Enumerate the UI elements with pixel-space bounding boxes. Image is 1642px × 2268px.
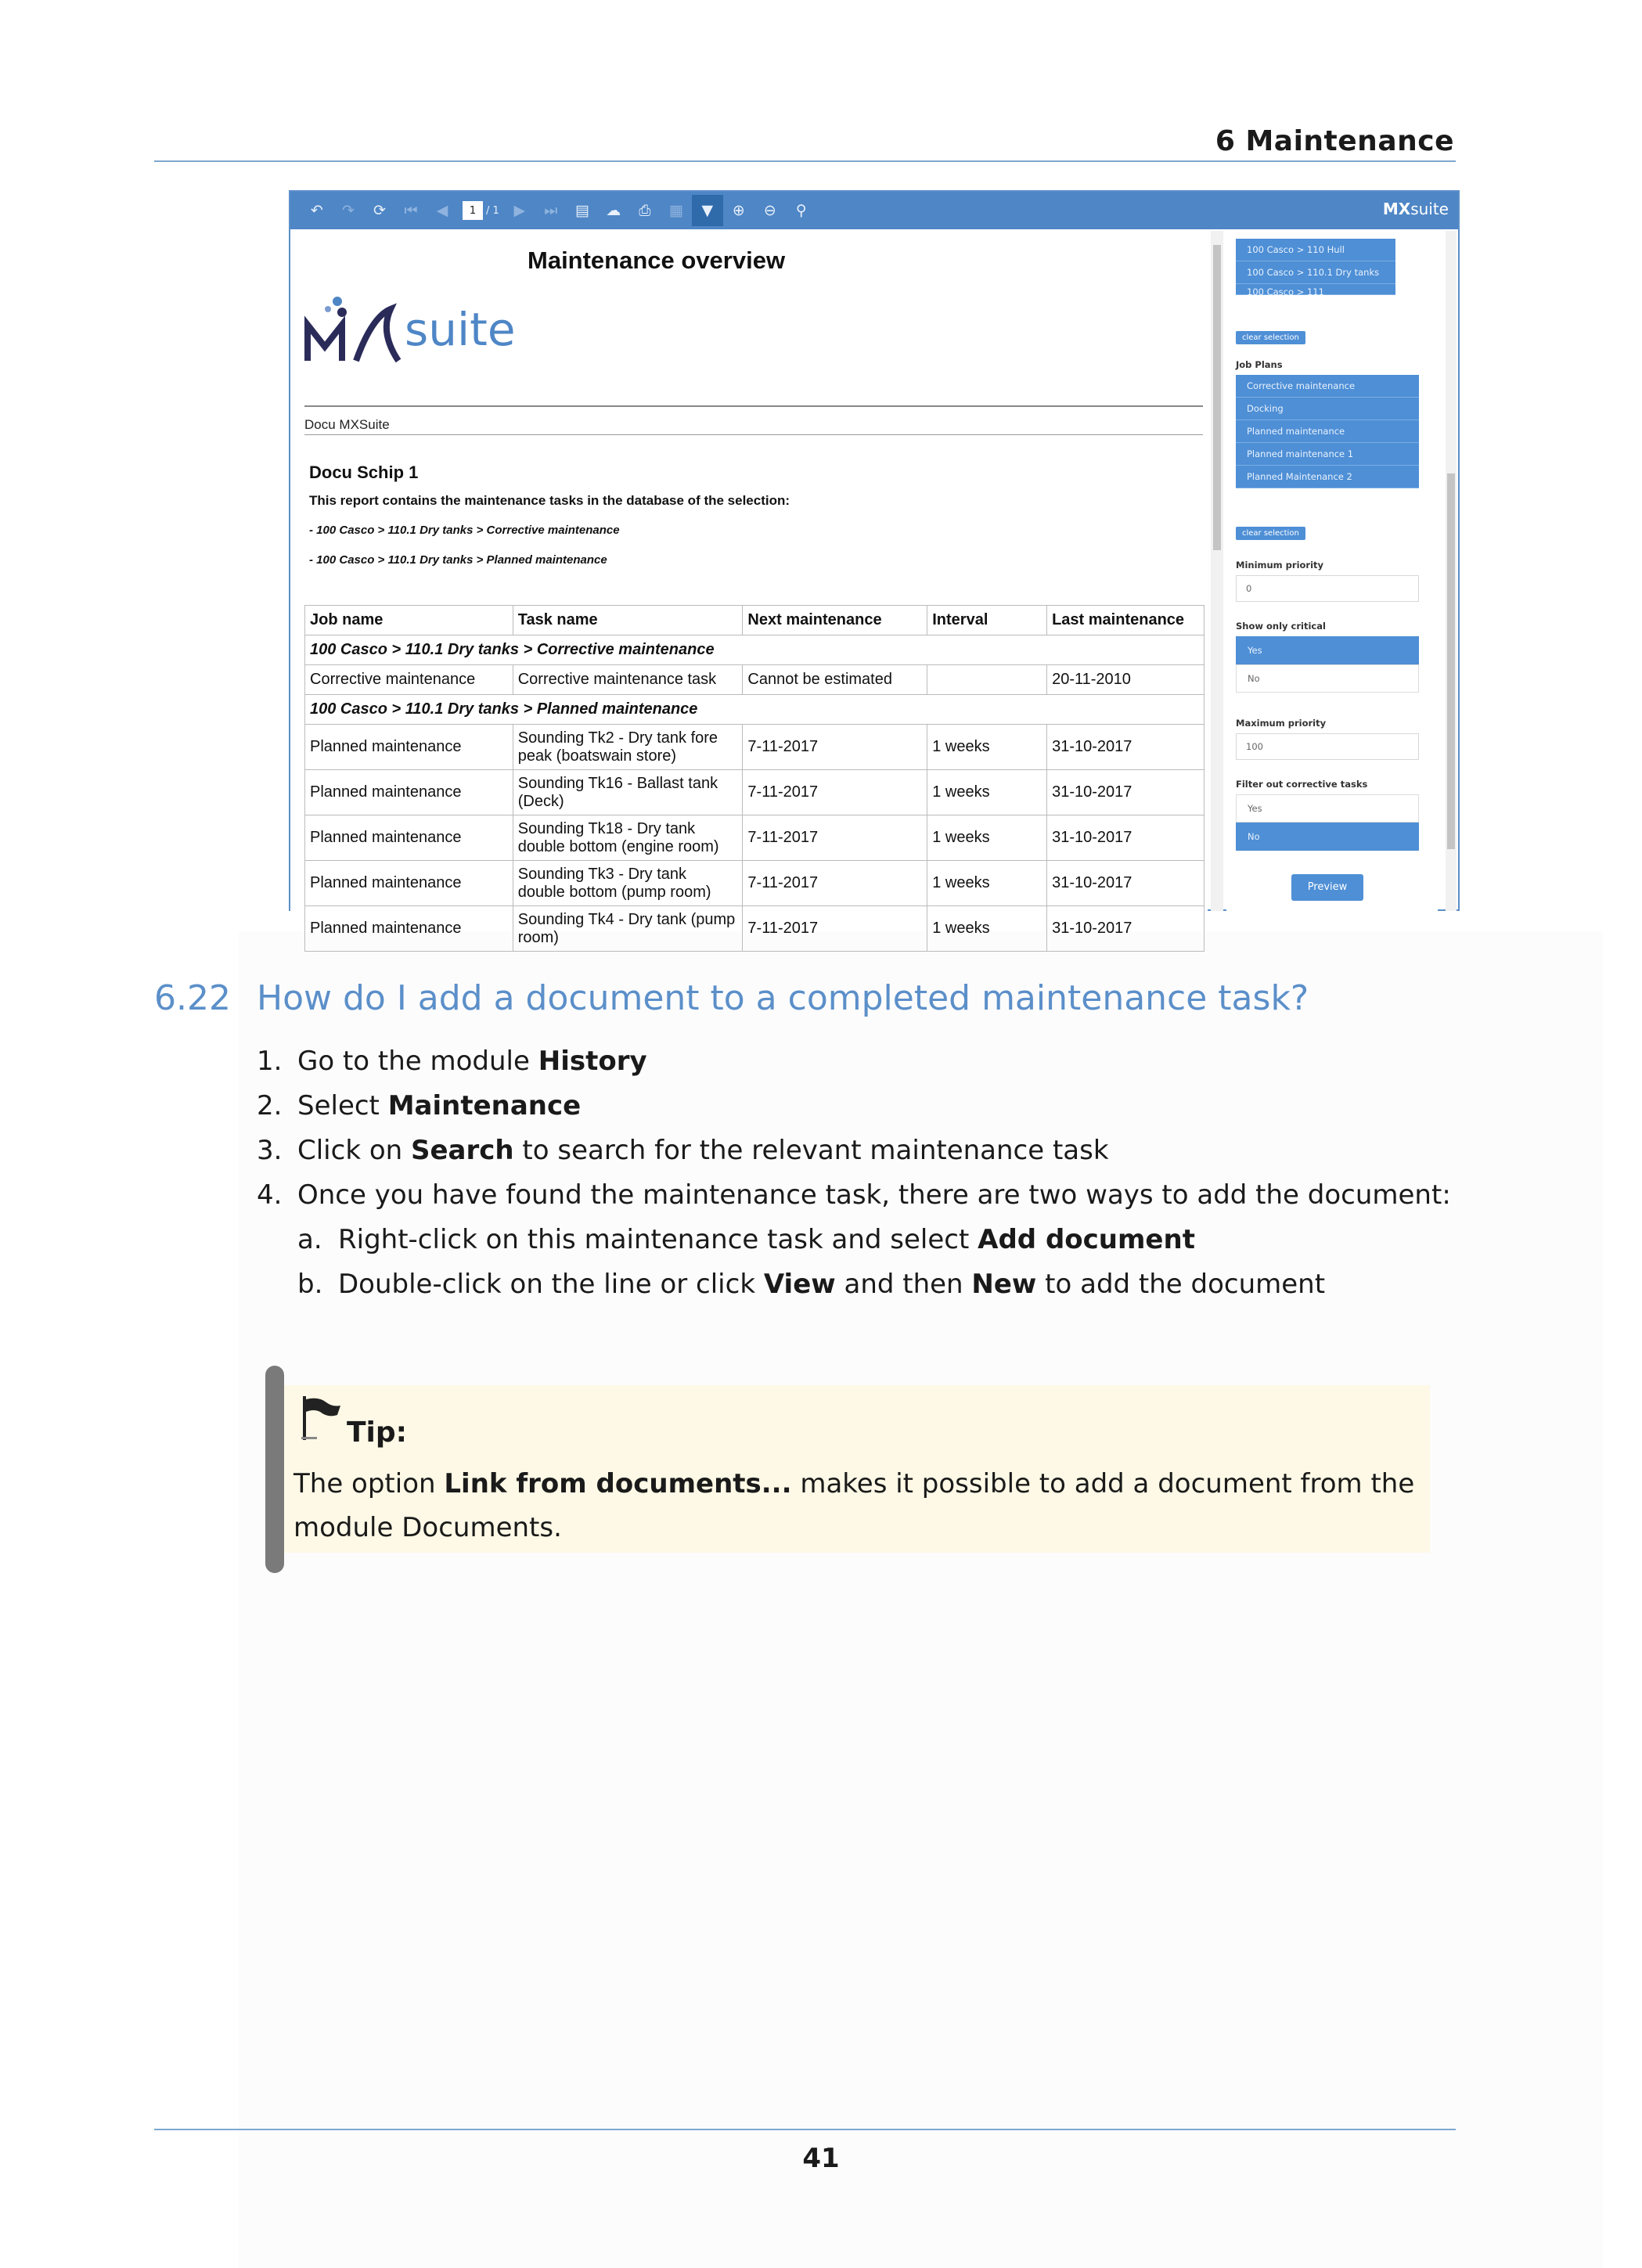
cell-task-name: Sounding Tk16 - Ballast tank (Deck) [513,770,743,815]
footer-rule [154,2129,1456,2130]
column-header: Interval [927,606,1047,635]
cell-last-maintenance: 31-10-2017 [1047,770,1204,815]
report-description: This report contains the maintenance tasks in the database of the selection: [309,493,790,508]
zoom-in-icon[interactable]: ⊕ [732,202,745,219]
option-no[interactable]: No [1236,823,1419,851]
job-plan-item[interactable]: Planned maintenance [1236,420,1419,443]
undo-icon[interactable]: ↶ [311,202,323,219]
step-text: Right-click on this maintenance task and select [338,1224,978,1255]
max-priority-input[interactable]: 100 [1236,733,1419,760]
report-rule [304,434,1203,435]
report-company: Docu MXSuite [304,417,390,432]
cell-interval: 1 weeks [927,815,1047,861]
group-title: 100 Casco > 110.1 Dry tanks > Planned maintenance [305,695,1204,725]
cell-next-maintenance: 7-11-2017 [743,861,927,906]
clear-selection-button[interactable]: clear selection [1236,527,1305,540]
cell-task-name: Corrective maintenance task [513,665,743,695]
step-number: 1. [257,1046,283,1077]
tip-text-part: The option [293,1468,445,1499]
app-screenshot [289,190,1460,946]
mxsuite-toolbar-logo: MXsuite [1382,200,1449,218]
report-ship: Docu Schip 1 [309,463,419,482]
cell-interval [927,665,1047,695]
step-number: 4. [257,1179,283,1211]
cell-job-name: Corrective maintenance [305,665,513,695]
cell-next-maintenance: 7-11-2017 [743,725,927,770]
location-item[interactable]: 100 Casco > 111 [1236,284,1395,295]
filter-icon[interactable]: ▼ [692,195,723,226]
cell-job-name: Planned maintenance [305,725,513,770]
page-number: 41 [802,2143,840,2174]
step-text: Click on [297,1135,411,1166]
flag-icon [300,1395,342,1442]
step-text: Once you have found the maintenance task, there are two ways to add the document: [297,1179,1451,1211]
tip-sidebar-bar [265,1366,284,1573]
page-input[interactable]: 1 [463,201,483,220]
tip-text-part: makes it possible to add a document from the module Documents. [293,1468,1415,1543]
tip-box [284,1385,1430,1553]
step-text: Select [297,1090,388,1121]
first-page-icon[interactable]: ⏮ [404,202,418,219]
cell-interval: 1 weeks [927,770,1047,815]
tip-label: Tip: [347,1417,408,1449]
zoom-out-icon[interactable]: ⊖ [763,202,776,219]
cell-next-maintenance: Cannot be estimated [743,665,927,695]
scrollbar-thumb[interactable] [1447,473,1455,849]
next-page-icon[interactable]: ▶ [513,202,526,219]
cell-task-name: Sounding Tk2 - Dry tank fore peak (boatswain store) [513,725,743,770]
sidebar-scrollbar[interactable] [1446,231,1457,911]
report-toolbar [290,192,1458,229]
table-group-row [305,695,1204,725]
cell-job-name: Planned maintenance [305,861,513,906]
mxsuite-logo-mark [304,262,414,348]
document-icon[interactable]: ▤ [574,202,589,219]
step-text: to add the document [1036,1269,1326,1300]
step-number: 3. [257,1135,283,1166]
show-critical-label: Show only critical [1236,621,1326,632]
cell-interval: 1 weeks [927,861,1047,906]
job-plans-label: Job Plans [1236,359,1283,370]
cell-job-name: Planned maintenance [305,815,513,861]
clear-selection-button[interactable]: clear selection [1236,331,1305,344]
column-header: Job name [305,606,513,635]
report-selection-2: - 100 Casco > 110.1 Dry tanks > Planned maintenance [309,553,607,567]
cell-last-maintenance: 31-10-2017 [1047,861,1204,906]
scrollbar-thumb[interactable] [1213,245,1221,550]
header-rule [154,160,1456,162]
filter-sidebar [1226,229,1438,913]
tip-emphasis: Link from documents... [444,1468,792,1499]
section-number: 6.22 [154,978,231,1018]
step-emphasis: Search [410,1135,514,1166]
previous-page-icon[interactable]: ◀ [436,202,448,219]
cell-interval: 1 weeks [927,906,1047,952]
cell-job-name: Planned maintenance [305,770,513,815]
location-item[interactable]: 100 Casco > 110 Hull [1236,239,1395,261]
substep-letter: b. [297,1269,323,1300]
preview-button[interactable]: Preview [1291,874,1363,901]
print-icon[interactable]: ⎙ [639,202,651,219]
table-row[interactable] [305,815,1204,861]
job-plan-item[interactable]: Planned Maintenance 2 [1236,466,1419,488]
step-emphasis: Add document [978,1224,1195,1255]
location-list[interactable] [1236,239,1395,298]
cell-interval: 1 weeks [927,725,1047,770]
cell-job-name: Planned maintenance [305,906,513,952]
report-scrollbar[interactable] [1211,231,1223,911]
table-row[interactable] [305,906,1204,952]
job-plan-item[interactable]: Planned maintenance 1 [1236,443,1419,466]
job-plans-list[interactable] [1236,375,1419,488]
table-group-row [305,635,1204,665]
report-rule [304,405,1203,407]
cell-next-maintenance: 7-11-2017 [743,770,927,815]
redo-icon[interactable]: ↷ [342,202,355,219]
step-emphasis: New [971,1269,1037,1300]
step-text: Double-click on the line or click [338,1269,764,1300]
search-icon[interactable]: ⚲ [795,202,807,219]
table-row[interactable] [305,861,1204,906]
table-header-row [305,606,1204,635]
maintenance-table [304,605,1204,952]
column-header: Task name [513,606,743,635]
filter-corrective-label: Filter out corrective tasks [1236,779,1368,790]
report-title: Maintenance overview [528,247,786,274]
section-title: How do I add a document to a completed maintenance task? [257,978,1309,1018]
refresh-icon[interactable]: ⟳ [373,202,386,219]
step-text: to search for the relevant maintenance task [513,1135,1109,1166]
option-no[interactable]: No [1236,664,1419,693]
pages-icon[interactable]: ▦ [668,202,683,219]
max-priority-label: Maximum priority [1236,718,1327,729]
step-emphasis: History [538,1046,647,1077]
step-text: Go to the module [297,1046,538,1077]
cell-last-maintenance: 31-10-2017 [1047,815,1204,861]
mxsuite-logo [304,262,516,356]
cell-last-maintenance: 20-11-2010 [1047,665,1204,695]
filter-corrective-toggle[interactable] [1236,794,1419,851]
step-emphasis: Maintenance [387,1090,582,1121]
table-row[interactable] [305,665,1204,695]
job-plan-item[interactable]: Docking [1236,398,1419,420]
cell-next-maintenance: 7-11-2017 [743,906,927,952]
report-page [290,229,1208,946]
page-indicator [463,201,499,220]
step-emphasis: View [763,1269,836,1300]
min-priority-input[interactable]: 0 [1236,575,1419,602]
page-background [239,931,1603,2268]
job-plan-item[interactable]: Corrective maintenance [1236,375,1419,398]
cell-task-name: Sounding Tk18 - Dry tank double bottom (engine room) [513,815,743,861]
tip-text [293,1462,1428,1550]
cell-last-maintenance: 31-10-2017 [1047,906,1204,952]
table-row[interactable] [305,725,1204,770]
column-header: Next maintenance [743,606,927,635]
cell-last-maintenance: 31-10-2017 [1047,725,1204,770]
show-critical-toggle[interactable] [1236,636,1419,693]
step-number: 2. [257,1090,283,1121]
chapter-header: 6 Maintenance [1215,125,1454,157]
logo-suite-text: suite [405,303,516,356]
step-text: and then [835,1269,972,1300]
column-header: Last maintenance [1047,606,1204,635]
cloud-export-icon[interactable]: ☁ [606,202,621,219]
option-yes[interactable]: Yes [1236,794,1419,823]
cell-next-maintenance: 7-11-2017 [743,815,927,861]
location-item[interactable]: 100 Casco > 110.1 Dry tanks [1236,261,1395,284]
substep-letter: a. [297,1224,322,1255]
option-yes[interactable]: Yes [1236,636,1419,664]
cell-task-name: Sounding Tk3 - Dry tank double bottom (pump room) [513,861,743,906]
last-page-icon[interactable]: ⏭ [544,202,558,219]
page-total: / 1 [486,204,499,217]
table-row[interactable] [305,770,1204,815]
report-selection-1: - 100 Casco > 110.1 Dry tanks > Corrective maintenance [309,524,620,537]
cell-task-name: Sounding Tk4 - Dry tank (pump room) [513,906,743,952]
min-priority-label: Minimum priority [1236,560,1324,571]
group-title: 100 Casco > 110.1 Dry tanks > Corrective maintenance [305,635,1204,665]
